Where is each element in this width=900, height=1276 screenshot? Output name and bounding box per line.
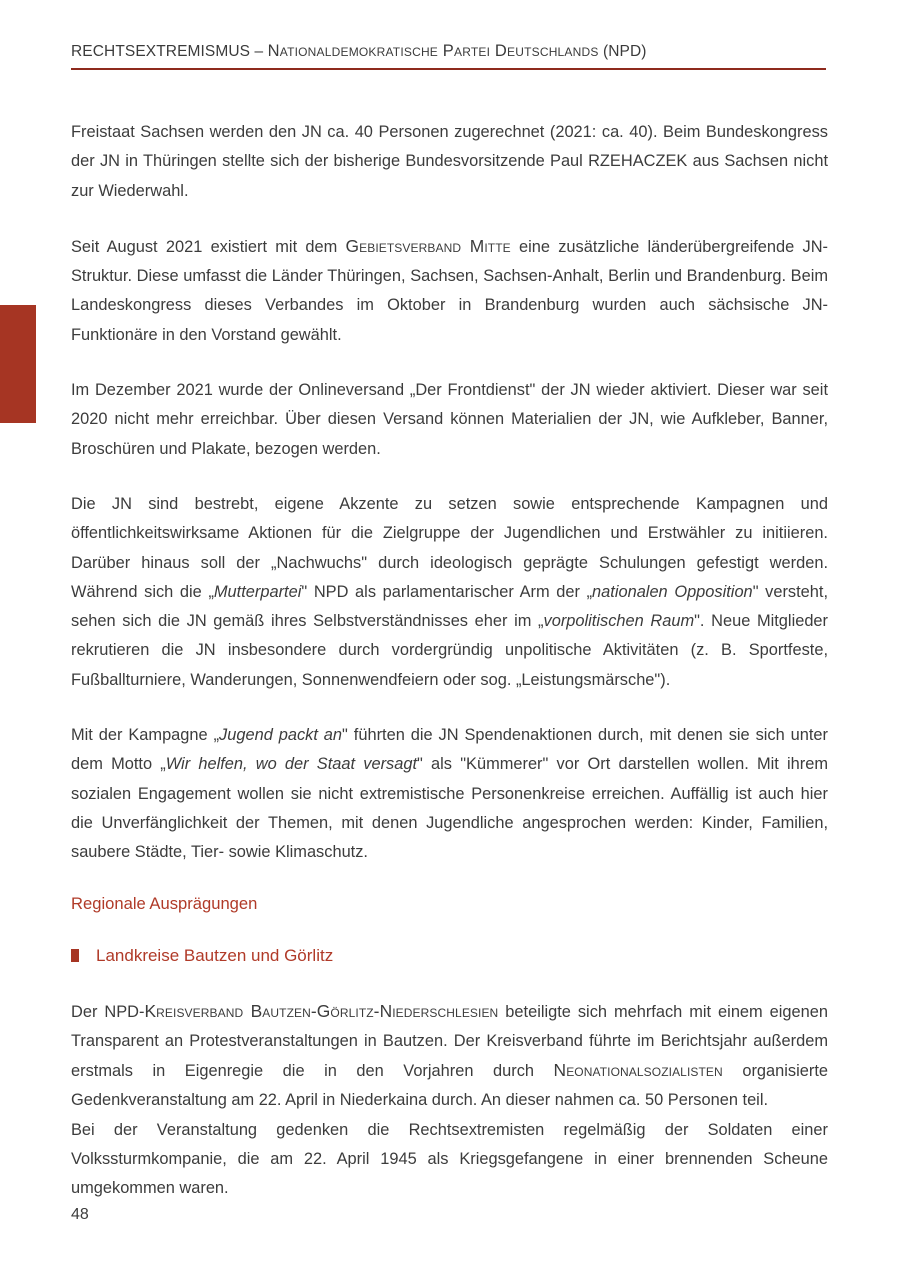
paragraph-7-text: Bei der Veranstaltung gedenken die Rechtsextremisten regelmäßig der Soldaten einer Volkssturmkompanie, die am 22. April 1945 als Kriegsgefangene in einer brennenden Scheune umgekommen waren. (71, 1120, 828, 1198)
paragraph-4-italic-1: Mutterpartei (213, 582, 302, 601)
paragraph-7 (71, 1116, 828, 1204)
paragraph-1 (71, 118, 828, 206)
running-head (71, 42, 828, 61)
paragraph-1-text: Freistaat Sachsen werden den JN ca. 40 Personen zugerechnet (2021: ca. 40). Beim Bundeskongress der JN in Thüringen stellte sich der bisherige Bundesvorsitzende Paul RZEHACZEK aus Sachsen nicht zur Wiederwahl. (71, 123, 828, 200)
running-head-smallcaps: Nationaldemokratische Partei Deutschlands (267, 42, 599, 60)
paragraph-5-text-b: " führten die JN Spendenaktionen durch, mit denen sie sich unter dem Motto „ (71, 726, 828, 774)
paragraph-4-text-d: ". Neue Mitglieder rekrutieren die JN insbesondere durch vordergründig unpolitische Aktivitäten (z. B. Sportfeste, Fußballturniere, Wanderungen, Sonnenwendfeiern oder sog. „Leistungsmärsche"). (71, 612, 829, 689)
spacer-after-regional-heading (71, 916, 828, 944)
paragraph-6 (71, 997, 828, 1116)
paragraph-4-italic-3: vorpolitischen Raum (543, 612, 695, 631)
paragraph-4-text-c: " versteht, sehen sich die JN gemäß ihres Selbstverständnisses eher im „ (71, 582, 829, 631)
paragraph-3 (71, 376, 828, 464)
running-head-rule (71, 68, 826, 70)
paragraph-2-smallcaps: Gebietsverband Mitte (345, 235, 511, 256)
running-head-dash: – (250, 43, 268, 60)
page-content (71, 118, 828, 1230)
paragraph-5-italic-2: Wir helfen, wo der Staat versagt (165, 755, 418, 774)
paragraph-3-text: Im Dezember 2021 wurde der Onlineversand „Der Frontdienst" der JN wieder aktiviert. Dieser war seit 2020 nicht mehr erreichbar. Über diesen Versand können Materialien der JN, wie Aufkleber, Banner, Broschüren und Plakate, bezogen werden. (71, 381, 828, 458)
paragraph-2-text-b: eine zusätzliche länderübergreifende JN-Struktur. Diese umfasst die Länder Thüringen, Sachsen, Sachsen-Anhalt, Berlin und Brandenburg. Beim Landeskongress dieses Verbandes im Oktober in Brandenburg wurden auch sächsische JN-Funktionäre in den Vorstand gewählt. (71, 237, 828, 344)
heading-regional-auspraegungen: Regionale Ausprägungen (71, 893, 258, 913)
heading-districts-row (71, 944, 828, 968)
running-head-text (71, 43, 647, 60)
paragraph-4 (71, 490, 828, 695)
paragraph-2-text-a: Seit August 2021 existiert mit dem (71, 237, 346, 256)
paragraph-6-text-a: Der NPD- (71, 1002, 145, 1021)
paragraph-4-text-a: Die JN sind bestrebt, eigene Akzente zu setzen sowie entsprechende Kampagnen und öffentlichkeitswirksame Aktionen für die Zielgruppe der Jugendlichen und Erstwähler zu initiieren. Darüber hinaus soll der „Nachwuchs" durch ideologisch geprägte Schulungen gefestigt werden. Während sich die „ (71, 494, 828, 601)
paragraph-5-text-a: Mit der Kampagne „ (71, 726, 220, 745)
paragraph-6-text-b: beteiligte sich mehrfach mit einem eigenen Transparent an Protestveranstaltungen in Bautzen. Der Kreisverband führte im Berichtsjahr außerdem erstmals in Eigenregie die in den Vorjahren durch (71, 1002, 828, 1081)
paragraph-5-text-c: " als "Kümmerer" vor Ort darstellen wollen. Mit ihrem sozialen Engagement wollen sie nicht extremistische Personenkreise erreichen. Auffällig ist auch hier die Unverfänglichkeit der Themen, mit denen Jugendliche angesprochen werden: Kinder, Familien, saubere Städte, Tier- sowie Klimaschutz. (71, 755, 828, 862)
running-head-suffix: (NPD) (598, 43, 647, 60)
heading-landkreise-bautzen-goerlitz: Landkreise Bautzen und Görlitz (96, 945, 334, 965)
paragraph-4-text-b: " NPD als parlamentarischer Arm der „ (301, 582, 593, 601)
spacer-before-regional-heading (71, 868, 828, 892)
paragraph-6-smallcaps-1: Kreisverband Bautzen-Görlitz-Niederschlesien (144, 1000, 499, 1021)
section-edge-tab (0, 305, 36, 423)
paragraph-5-italic-1: Jugend packt an (219, 726, 343, 745)
running-head-lead: RECHTSEXTREMISMUS (71, 43, 251, 60)
spacer-after-districts-heading (71, 968, 828, 997)
paragraph-5 (71, 721, 828, 867)
paragraph-4-italic-2: nationalen Opposition (592, 582, 753, 601)
paragraph-6-text-c: organisierte Gedenkveranstaltung am 22. April in Niederkaina durch. An dieser nahmen ca. 50 Personen teil. (71, 1062, 828, 1110)
paragraph-2 (71, 232, 828, 350)
page-number: 48 (71, 1206, 89, 1223)
paragraph-6-smallcaps-2: Neonationalsozialisten (553, 1060, 723, 1081)
square-bullet-icon (71, 949, 79, 962)
